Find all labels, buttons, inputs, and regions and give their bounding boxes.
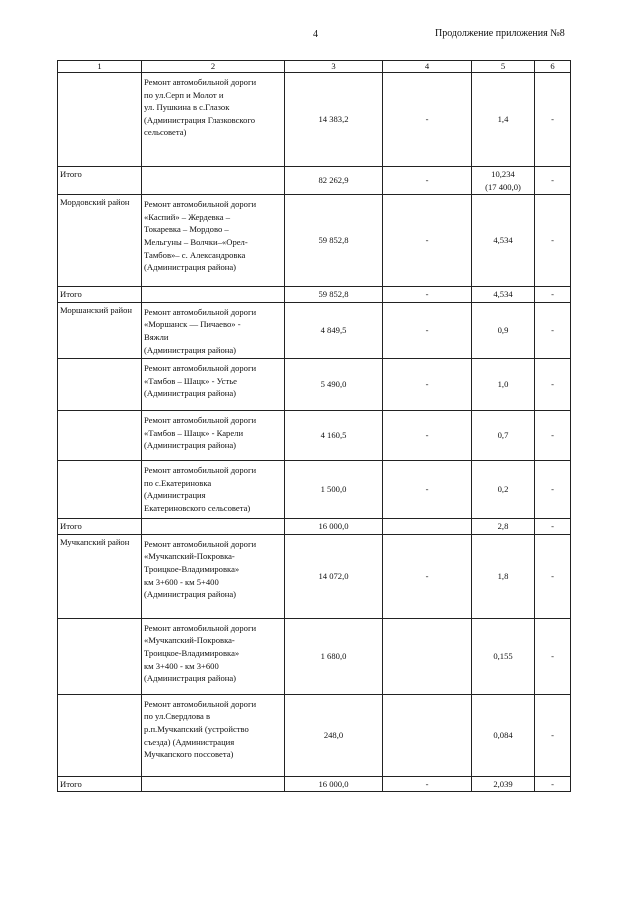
work-description-line: Ремонт автомобильной дороги — [144, 306, 257, 317]
table-row — [58, 618, 571, 694]
col4-cell — [383, 618, 472, 694]
total-row — [58, 519, 571, 535]
work-description-line: Ремонт автомобильной дороги — [144, 622, 257, 633]
amount-cell: 248,0 — [285, 694, 383, 776]
work-description-line: км 3+400 - км 3+600 — [144, 660, 219, 671]
work-description-line: «Мучкапский-Покровка- — [144, 635, 235, 646]
work-description-cell — [142, 359, 285, 411]
work-description-cell — [142, 694, 285, 776]
work-description-line: Токаревка – Мордово – — [144, 224, 229, 235]
amount-cell: 4 849,5 — [285, 302, 383, 358]
table-body — [58, 61, 571, 792]
column-header: 2 — [142, 61, 285, 73]
length-cell: 0,7 — [472, 411, 535, 461]
total-row — [58, 776, 571, 792]
work-description-line: Ремонт автомобильной дороги — [144, 363, 257, 374]
length-line: (17 400,0) — [485, 181, 521, 192]
work-description-line: Ремонт автомобильной дороги — [144, 77, 257, 87]
work-description-line: «Моршанск — Пичаево» - — [144, 319, 241, 330]
work-description-line: ул. Пушкина в с.Глазок — [144, 102, 230, 113]
amount-cell: 1 680,0 — [285, 618, 383, 694]
work-description-line: (Администрация района) — [144, 262, 237, 273]
col6-cell: - — [535, 411, 571, 461]
appendix-continuation-note: Продолжение приложения №8 — [435, 28, 565, 39]
total-description-cell — [142, 776, 285, 792]
work-description-line: «Тамбов – Шацк» - Устье — [144, 375, 237, 386]
work-description-cell — [142, 73, 285, 167]
work-description-cell — [142, 411, 285, 461]
column-header: 4 — [383, 61, 472, 73]
amount-cell: 16 000,0 — [285, 519, 383, 535]
work-description-line: по ул.Серп и Молот и — [144, 89, 224, 100]
work-description-line: по с.Екатериновка — [144, 477, 212, 488]
district-cell: Мордовский район — [58, 195, 142, 287]
total-label: Итого — [58, 287, 142, 303]
column-header: 3 — [285, 61, 383, 73]
work-description-line: Троицкое-Владимировка» — [144, 647, 240, 658]
column-header: 6 — [535, 61, 571, 73]
work-description-line: (Администрация — [144, 490, 206, 501]
col6-cell: - — [535, 519, 571, 535]
col6-cell: - — [535, 73, 571, 167]
work-description-line: Екатериновского сельсовета) — [144, 502, 251, 513]
district-cell: Моршанский район — [58, 302, 142, 358]
col4-cell: - — [383, 534, 472, 618]
length-line: 10,234 — [491, 169, 515, 179]
length-cell: 0,084 — [472, 694, 535, 776]
column-header: 5 — [472, 61, 535, 73]
col6-cell: - — [535, 359, 571, 411]
col6-cell: - — [535, 694, 571, 776]
work-description-line: Ремонт автомобильной дороги — [144, 199, 257, 210]
work-description-line: «Каспий» – Жердевка – — [144, 211, 231, 222]
col6-cell: - — [535, 195, 571, 287]
work-description-line: Троицкое-Владимировка» — [144, 563, 240, 574]
district-cell — [58, 73, 142, 167]
col6-cell: - — [535, 461, 571, 519]
total-label: Итого — [58, 519, 142, 535]
district-cell — [58, 618, 142, 694]
district-cell — [58, 411, 142, 461]
length-cell: 1,4 — [472, 73, 535, 167]
amount-cell: 14 383,2 — [285, 73, 383, 167]
col4-cell: - — [383, 776, 472, 792]
column-number-row — [58, 61, 571, 73]
work-description-cell — [142, 302, 285, 358]
length-cell: 4,534 — [472, 287, 535, 303]
work-description-line: (Администрация Глазковского — [144, 114, 256, 125]
amount-cell: 82 262,9 — [285, 167, 383, 195]
work-description-line: (Администрация района) — [144, 388, 237, 399]
total-description-cell — [142, 519, 285, 535]
table-row — [58, 359, 571, 411]
work-description-line: «Тамбов – Шацк» - Карели — [144, 427, 244, 438]
length-cell: 2,039 — [472, 776, 535, 792]
col4-cell: - — [383, 302, 472, 358]
length-cell: 4,534 — [472, 195, 535, 287]
column-header: 1 — [58, 61, 142, 73]
total-label: Итого — [58, 776, 142, 792]
total-description-cell — [142, 287, 285, 303]
work-description-cell — [142, 534, 285, 618]
table-row — [58, 302, 571, 358]
col6-cell: - — [535, 167, 571, 195]
total-row — [58, 167, 571, 195]
col6-cell: - — [535, 287, 571, 303]
table-row — [58, 534, 571, 618]
district-cell — [58, 461, 142, 519]
work-description-line: Ремонт автомобильной дороги — [144, 538, 257, 549]
work-description-line: Ремонт автомобильной дороги — [144, 465, 257, 476]
amount-cell: 1 500,0 — [285, 461, 383, 519]
col4-cell: - — [383, 359, 472, 411]
col6-cell: - — [535, 776, 571, 792]
total-description-cell — [142, 167, 285, 195]
work-description-cell — [142, 461, 285, 519]
col4-cell: - — [383, 411, 472, 461]
work-description-line: (Администрация района) — [144, 589, 237, 600]
col4-cell: - — [383, 195, 472, 287]
total-label: Итого — [58, 167, 142, 195]
col6-cell: - — [535, 534, 571, 618]
length-cell: 0,9 — [472, 302, 535, 358]
length-cell: 0,155 — [472, 618, 535, 694]
col4-cell — [383, 694, 472, 776]
amount-cell: 59 852,8 — [285, 287, 383, 303]
table-row — [58, 73, 571, 167]
district-cell — [58, 694, 142, 776]
total-row — [58, 287, 571, 303]
length-cell: 0,2 — [472, 461, 535, 519]
table-row — [58, 195, 571, 287]
work-description-line: по ул.Свердлова в — [144, 711, 211, 722]
work-description-line: (Администрация района) — [144, 673, 237, 684]
col6-cell: - — [535, 618, 571, 694]
work-description-line: Мельгуны – Волчки–«Орел- — [144, 236, 248, 247]
district-cell — [58, 359, 142, 411]
road-repair-table — [57, 60, 571, 792]
col4-cell: - — [383, 167, 472, 195]
work-description-line: Ремонт автомобильной дороги — [144, 698, 257, 709]
work-description-line: Тамбов»– с. Александровка — [144, 249, 246, 260]
work-description-line: «Мучкапский-Покровка- — [144, 551, 235, 562]
col6-cell: - — [535, 302, 571, 358]
work-description-line: км 3+600 - км 5+400 — [144, 576, 219, 587]
length-cell: 2,8 — [472, 519, 535, 535]
work-description-line: (Администрация района) — [144, 440, 237, 451]
col4-cell — [383, 519, 472, 535]
col4-cell: - — [383, 461, 472, 519]
work-description-line: Мучкапского поссовета) — [144, 749, 234, 760]
work-description-line: Вяжли — [144, 331, 169, 342]
amount-cell: 4 160,5 — [285, 411, 383, 461]
table-row — [58, 461, 571, 519]
work-description-line: съезда) (Администрация — [144, 736, 235, 747]
col4-cell: - — [383, 287, 472, 303]
work-description-line: р.п.Мучкапский (устройство — [144, 723, 249, 734]
district-cell: Мучкапский район — [58, 534, 142, 618]
page-number: 4 — [313, 29, 318, 40]
length-cell — [472, 167, 535, 195]
work-description-line: сельсовета) — [144, 127, 187, 138]
work-description-line: Ремонт автомобильной дороги — [144, 415, 257, 426]
work-description-line: (Администрация района) — [144, 344, 237, 355]
amount-cell: 14 072,0 — [285, 534, 383, 618]
col4-cell: - — [383, 73, 472, 167]
amount-cell: 5 490,0 — [285, 359, 383, 411]
table-row — [58, 694, 571, 776]
work-description-cell — [142, 195, 285, 287]
length-cell: 1,0 — [472, 359, 535, 411]
amount-cell: 16 000,0 — [285, 776, 383, 792]
length-cell: 1,8 — [472, 534, 535, 618]
amount-cell: 59 852,8 — [285, 195, 383, 287]
work-description-cell — [142, 618, 285, 694]
table-row — [58, 411, 571, 461]
